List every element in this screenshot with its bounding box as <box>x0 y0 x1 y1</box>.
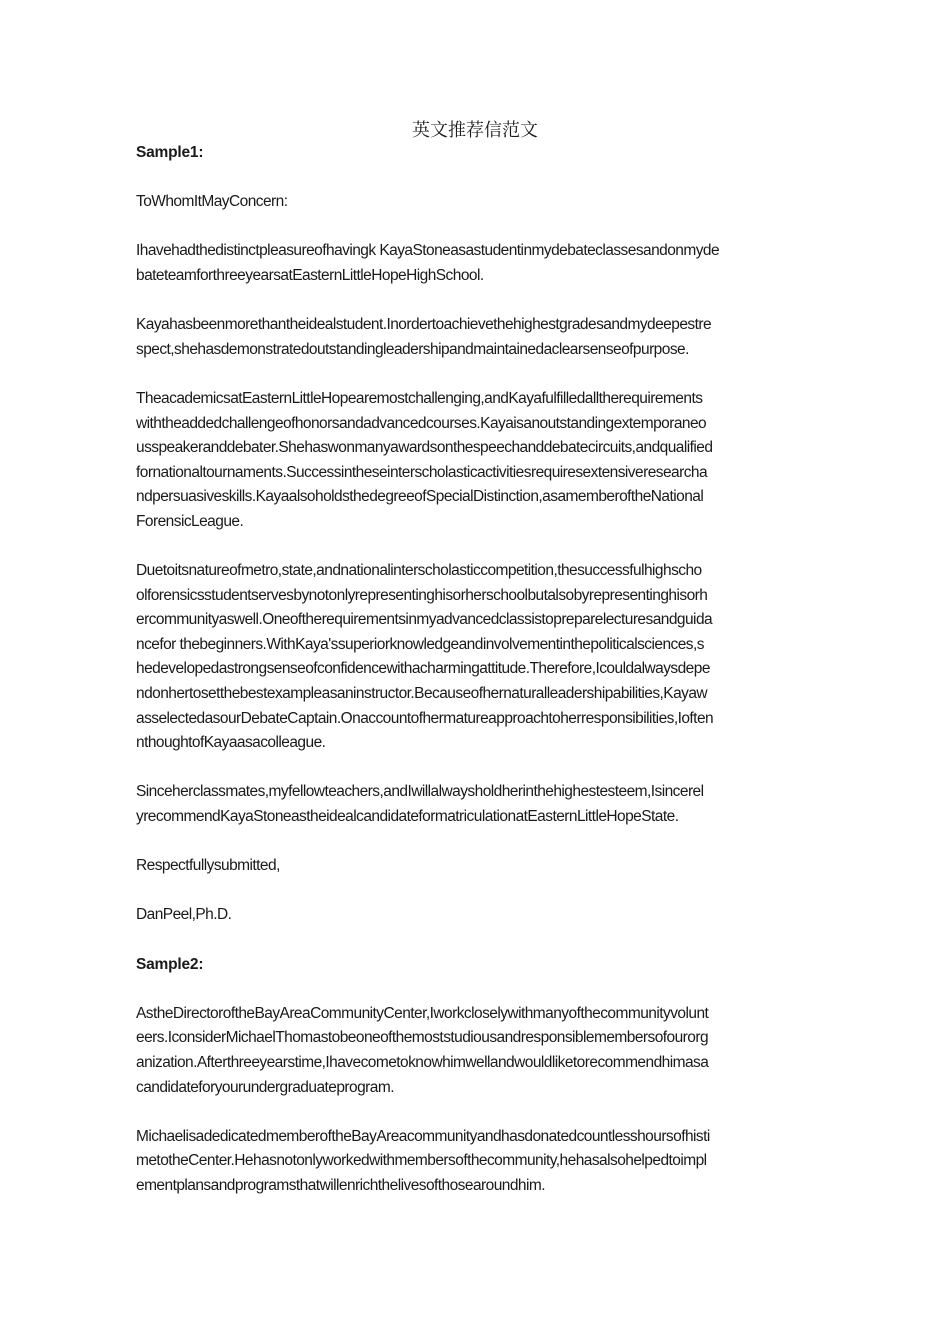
paragraph-2 <box>136 313 822 362</box>
signature: DanPeel,Ph.D. <box>136 906 232 924</box>
paragraph-line: Sinceherclassmates,myfellowteachers,andIwillalwaysholdherinthehighestesteem,Isincerel <box>136 783 704 801</box>
paragraph-line: asselectedasourDebateCaptain.Onaccountofhermatureapproachtoherresponsibilities,Ioften <box>136 709 714 727</box>
paragraph-line: ementplansandprogramsthatwillenrichthelivesofthosearoundhim. <box>136 1176 546 1194</box>
paragraph-line: withtheaddedchallengeofhonorsandadvancedcourses.Kayaisanoutstandingextemporaneo <box>136 414 707 432</box>
closing: Respectfullysubmitted, <box>136 857 280 875</box>
paragraph-line: MichaelisadedicatedmemberoftheBayAreacommunityandhasdonatedcountlesshoursofhisti <box>136 1127 710 1145</box>
paragraph-line: hedevelopedastrongsenseofconfidencewithacharmingattitude.Therefore,Icouldalwaysdepe <box>136 660 710 678</box>
paragraph-line: AstheDirectoroftheBayAreaCommunityCenter,Iworkcloselywithmanyofthecommunityvolunt <box>136 1004 709 1022</box>
paragraph-line: ForensicLeague. <box>136 512 244 530</box>
paragraph-line: spect,shehasdemonstratedoutstandingleadershipandmaintainedaclearsenseofpurpose. <box>136 340 689 358</box>
document-body <box>136 141 822 1199</box>
paragraph-line: fornationaltournaments.Successintheseinterscholasticactivitiesrequiresextensiveresearcha <box>136 463 708 481</box>
salutation: ToWhomItMayConcern: <box>136 193 288 211</box>
paragraph-1 <box>136 239 822 288</box>
paragraph-line: eers.IconsiderMichaelThomastobeoneofthemoststudiousandresponsiblemembersofourorg <box>136 1029 709 1047</box>
paragraph-line: bateteamforthreeyearsatEasternLittleHopeHighSchool. <box>136 266 484 284</box>
paragraph-line: ncefor thebeginners.WithKaya'ssuperiorknowledgeandinvolvementinthepoliticalsciences,s <box>136 635 704 653</box>
paragraph-line: Ihavehadthedistinctpleasureofhavingk KayaStoneasastudentinmydebateclassesandonmyde <box>136 242 720 260</box>
paragraph-line: metotheCenter.Hehasnotonlyworkedwithmembersofthecommunity,hehasalsohelpedtoimpl <box>136 1152 707 1170</box>
paragraph-line: nthoughtofKayaasacolleague. <box>136 734 326 752</box>
paragraph-line: usspeakeranddebater.Shehaswonmanyawardsonthespeechanddebatecircuits,andqualified <box>136 439 713 457</box>
paragraph-7 <box>136 1125 822 1199</box>
paragraph-line: Kayahasbeenmorethantheidealstudent.Inordertoachievethehighestgradesandmydeepestre <box>136 316 712 334</box>
paragraph-6 <box>136 1002 822 1100</box>
paragraph-line: yrecommendKayaStoneastheidealcandidateformatriculationatEasternLittleHopeState. <box>136 808 679 826</box>
paragraph-line: candidateforyourundergraduateprogram. <box>136 1078 394 1096</box>
paragraph-line: ndpersuasiveskills.KayaalsoholdsthedegreeofSpecialDistinction,asamemberoftheNational <box>136 488 704 506</box>
document-title: 英文推荐信范文 <box>412 120 538 141</box>
paragraph-line: anization.Afterthreeyearstime,Ihavecometoknowhimwellandwouldliketorecommendhimasa <box>136 1053 709 1071</box>
paragraph-5 <box>136 780 822 829</box>
paragraph-4 <box>136 559 822 756</box>
paragraph-line: TheacademicsatEasternLittleHopearemostchallenging,andKayafulfilledalltherequirements <box>136 389 703 407</box>
sample1-heading: Sample1: <box>136 144 204 161</box>
paragraph-line: Duetoitsnatureofmetro,state,andnationalinterscholasticcompetition,thesuccessfulhighscho <box>136 562 702 580</box>
paragraph-line: ndonhertosetthebestexampleasaninstructor.Becauseofhernaturalleadershipabilities,Kayaw <box>136 685 708 703</box>
paragraph-line: ercommunityaswell.Oneoftherequirementsinmyadvancedclassistopreparelecturesandguida <box>136 611 713 629</box>
sample2-heading: Sample2: <box>136 955 204 973</box>
paragraph-line: olforensicsstudentservesbynotonlyrepresentinghisorherschoolbutalsobyrepresentinghisorh <box>136 586 708 604</box>
paragraph-3 <box>136 387 822 535</box>
